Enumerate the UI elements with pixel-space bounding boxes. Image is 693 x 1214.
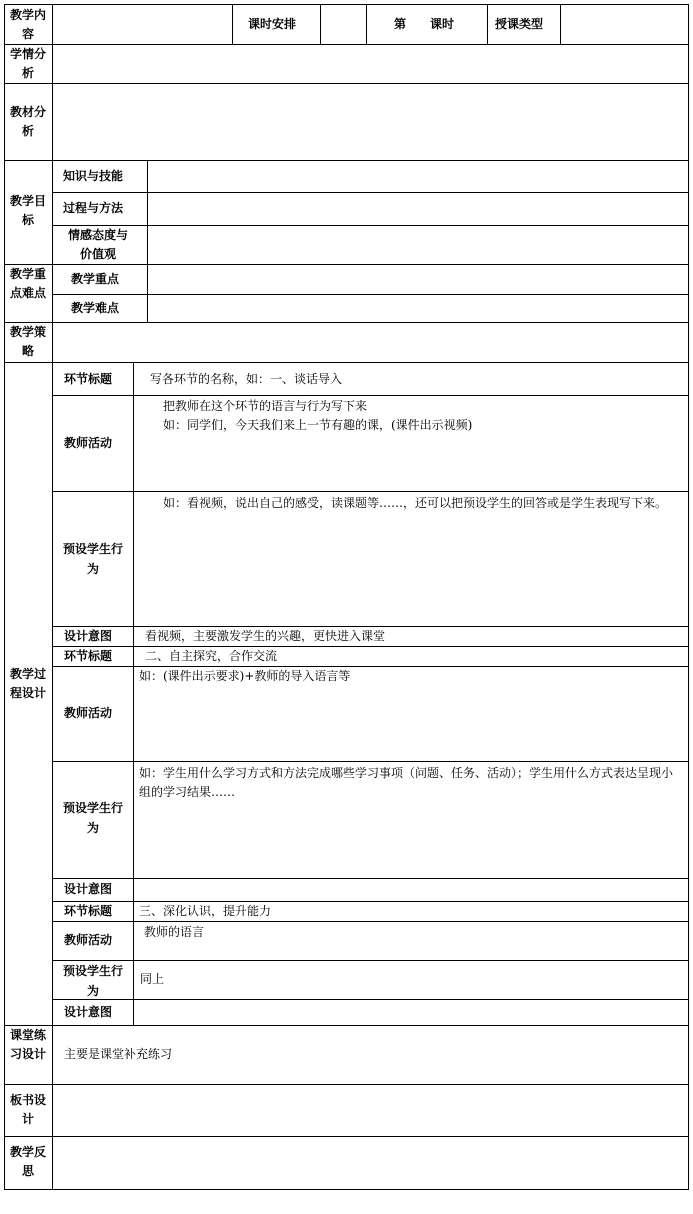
strategy-label: 教学策略	[10, 325, 47, 358]
objectives-label: 教学目标	[10, 194, 47, 227]
objective-process-label: 过程与方法	[63, 201, 124, 215]
section2-teacher-label: 教师活动	[64, 706, 113, 720]
strategy-cell[interactable]	[52, 322, 689, 363]
reflection-cell[interactable]	[52, 1136, 689, 1190]
header-schedule-cell[interactable]	[320, 4, 367, 45]
header-type-label: 授课类型	[495, 17, 544, 31]
header-content-cell[interactable]	[52, 4, 233, 45]
objective-emotion-label: 情感态度与价值观	[67, 228, 128, 261]
section1-student-label: 预设学生行为	[62, 542, 123, 576]
section3-teacher-text: 教师的语言	[144, 925, 205, 939]
section1-intent-label: 设计意图	[64, 629, 113, 643]
key-point-cell[interactable]	[147, 264, 689, 295]
key-point-label: 教学重点	[71, 272, 120, 286]
section3-title: 三、深化认识，提升能力	[139, 904, 272, 918]
section3-student-cell[interactable]	[133, 960, 689, 1000]
difficult-point-cell[interactable]	[147, 294, 689, 323]
practice-label: 课堂练习设计	[10, 1028, 47, 1061]
section1-teacher-label: 教师活动	[64, 436, 113, 450]
section2-student-label: 预设学生行为	[62, 801, 123, 835]
section1-student-text: 如：看视频，说出自己的感受，读课题等……，还可以把预设学生的回答或是学生表现写下来。	[163, 496, 668, 510]
board-cell[interactable]	[52, 1084, 689, 1137]
student-analysis-cell[interactable]	[52, 44, 689, 84]
section1-title-label: 环节标题	[64, 372, 113, 386]
header-content-label: 教学内容	[10, 8, 47, 41]
section1-intent: 看视频，主要激发学生的兴趣，更快进入课堂	[145, 629, 386, 643]
section2-intent-cell[interactable]	[133, 878, 689, 902]
objective-knowledge-label: 知识与技能	[63, 169, 124, 183]
section3-student-label: 预设学生行为	[62, 964, 123, 998]
section1-title: 写各环节的名称，如：一、谈话导入	[150, 372, 343, 386]
section2-student-text: 如：学生用什么学习方式和方法完成哪些学习事项（问题、任务、活动）；学生用什么方式表达呈现小组的学习结果……	[139, 766, 674, 799]
process-label: 教学过程设计	[10, 667, 47, 700]
section2-intent-label: 设计意图	[64, 882, 113, 896]
section3-teacher-label: 教师活动	[64, 933, 113, 947]
reflection-label: 教学反思	[10, 1145, 47, 1178]
objective-emotion-cell[interactable]	[147, 225, 689, 265]
section1-teacher-line-1: 把教师在这个环节的语言与行为写下来	[163, 399, 368, 413]
section2-title-label: 环节标题	[64, 649, 113, 663]
objective-knowledge-cell[interactable]	[147, 160, 689, 193]
key-points-label: 教学重点难点	[10, 267, 47, 300]
section2-title: 二、自主探究，合作交流	[145, 649, 278, 663]
practice-text: 主要是课堂补充练习	[64, 1047, 173, 1061]
board-label: 板书设计	[10, 1093, 47, 1126]
header-schedule-label: 课时安排	[248, 17, 297, 31]
material-analysis-label: 教材分析	[10, 105, 47, 138]
header-type-cell[interactable]	[560, 4, 689, 45]
section2-teacher-text: 如：(课件出示要求)+教师的导入语言等	[139, 669, 351, 683]
section3-intent-cell[interactable]	[133, 999, 689, 1026]
section3-intent-label: 设计意图	[64, 1005, 113, 1019]
difficult-point-label: 教学难点	[71, 301, 120, 315]
objective-process-cell[interactable]	[147, 192, 689, 226]
section3-student-text: 同上	[140, 972, 165, 986]
section3-title-label: 环节标题	[64, 904, 113, 918]
student-analysis-label: 学情分析	[10, 47, 47, 80]
section1-teacher-line-2: 如：同学们，今天我们来上一节有趣的课，(课件出示视频)	[163, 418, 473, 432]
section3-teacher-cell[interactable]	[133, 921, 689, 961]
material-analysis-cell[interactable]	[52, 83, 689, 161]
header-lesson-label: 第 课时	[394, 17, 455, 31]
